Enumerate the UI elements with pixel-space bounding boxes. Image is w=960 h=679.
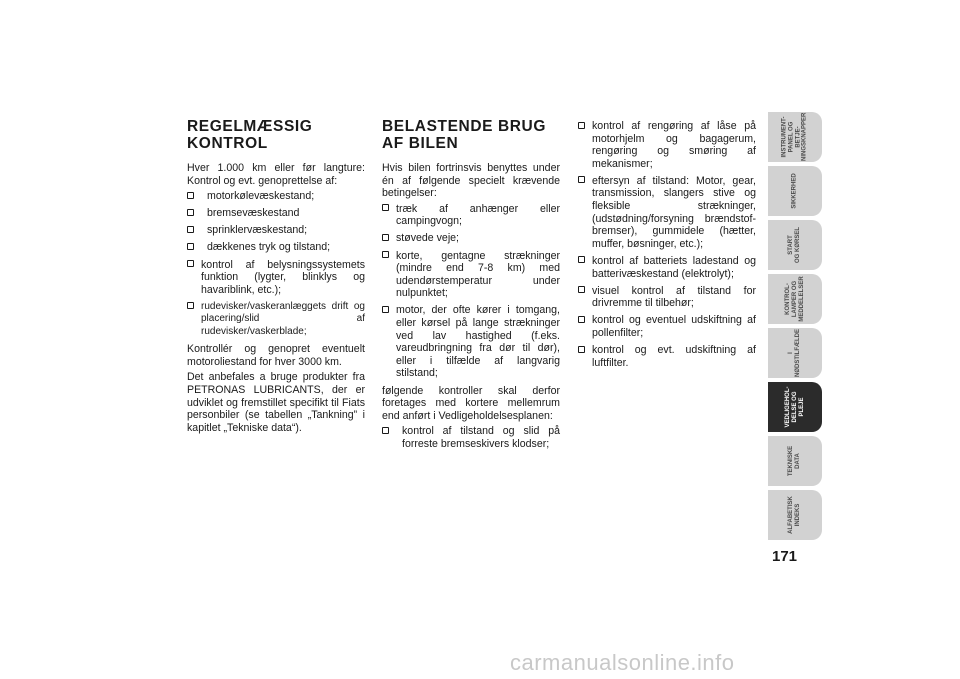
list-item: kontrol af batteriets ladestand og batterivæskestand (elektrolyt);	[578, 255, 756, 280]
checkbox-bullet-icon	[187, 226, 194, 233]
checkbox-bullet-icon	[187, 260, 194, 267]
checklist	[382, 203, 560, 380]
checkbox-bullet-icon	[382, 204, 389, 211]
checkbox-bullet-icon	[382, 306, 389, 313]
paragraph: Det anbefales a bruge produkter fra PETRONAS LUBRICANTS, der er udviklet og fremstillet specifikt til Fiats personbiler (se tabellen „Tankning” i kapitlet „Tekniske data“).	[187, 371, 365, 434]
list-item: dækkenes tryk og tilstand;	[187, 241, 365, 254]
list-item: korte, gentagne strækninger (mindre end 7-8 km) med udendørstemperatur under nulpunktet;	[382, 250, 560, 300]
tab-start-driving[interactable]: START OG KØRSEL	[768, 220, 822, 270]
list-item: visuel kontrol af tilstand for drivremme til tilbehør;	[578, 285, 756, 310]
checkbox-bullet-icon	[187, 243, 194, 250]
checkbox-bullet-icon	[578, 286, 585, 293]
list-item: eftersyn af tilstand: Motor, gear, transmission, slangers stive og fleksible strækninger, (udstødning/forsyning brændstof-bremser), gummidele (hætter, muffer, bøsninger, etc.);	[578, 175, 756, 251]
list-item: støvede veje;	[382, 232, 560, 245]
list-item: motorkølevæskestand;	[187, 190, 365, 203]
checkbox-bullet-icon	[578, 256, 585, 263]
list-item: rudevisker/vaskeranlæggets drift og placering/slid af rudevisker/vaskerblade;	[187, 301, 365, 339]
list-item: sprinklervæskestand;	[187, 224, 365, 237]
checkbox-bullet-icon	[382, 427, 389, 434]
checkbox-bullet-icon	[578, 176, 585, 183]
checkbox-bullet-icon	[187, 209, 194, 216]
tab-instrument-panel[interactable]: INSTRUMENT- PANEL OG BETJE- NINGSKNAPPER	[768, 112, 822, 162]
list-item: kontrol af tilstand og slid på forreste bremseskivers klodser;	[382, 425, 560, 450]
list-item: kontrol og evt. udskiftning af luftfilter.	[578, 344, 756, 369]
checkbox-bullet-icon	[382, 251, 389, 258]
page-number: 171	[772, 548, 798, 565]
paragraph: følgende kontroller skal derfor foretages med kortere mellemrum end anført i Vedligeholdelsesplanen:	[382, 384, 560, 422]
list-item: kontrol af rengøring af låse på motorhjelm og bagagerum, rengøring og smøring af mekanismer;	[578, 120, 756, 170]
tab-safety[interactable]: SIKKERHED	[768, 166, 822, 216]
checklist	[578, 120, 756, 369]
section-title-regular-check: REGELMÆSSIG KONTROL	[187, 118, 313, 152]
tab-index[interactable]: ALFABETISK INDEKS	[768, 490, 822, 540]
checkbox-bullet-icon	[578, 316, 585, 323]
tab-emergency[interactable]: I NØDSTILFÆLDE	[768, 328, 822, 378]
checkbox-bullet-icon	[578, 346, 585, 353]
checklist	[187, 259, 365, 339]
section-title-heavy-use: BELASTENDE BRUG AF BILEN	[382, 118, 547, 152]
tab-maintenance[interactable]: VEDLIGEHOL- DELSE OG PLEJE	[768, 382, 822, 432]
intro-text: Hver 1.000 km eller før langture: Kontrol og evt. genoprettelse af:	[187, 162, 365, 187]
checkbox-bullet-icon	[187, 192, 194, 199]
column-heavy-use-continued	[578, 120, 756, 374]
checkbox-bullet-icon	[578, 122, 585, 129]
list-item: bremsevæskestand	[187, 207, 365, 220]
column-heavy-use	[382, 118, 560, 455]
list-item: kontrol af belysningssystemets funktion (lygter, blinklys og havariblink, etc.);	[187, 259, 365, 297]
checklist	[382, 425, 560, 450]
list-item: kontrol og eventuel udskiftning af pollenfilter;	[578, 314, 756, 339]
watermark: carmanualsonline.info	[510, 650, 735, 675]
column-regular-check	[187, 118, 365, 437]
paragraph: Kontrollér og genopret eventuelt motoroliestand for hver 3000 km.	[187, 343, 365, 368]
checkbox-bullet-icon	[187, 302, 194, 309]
checklist	[187, 190, 365, 254]
chapter-tabs	[768, 112, 822, 544]
checkbox-bullet-icon	[382, 234, 389, 241]
tab-warning-lights[interactable]: KONTROL- LAMPER OG MEDDELELSER	[768, 274, 822, 324]
intro-text: Hvis bilen fortrinsvis benyttes under én af følgende specielt krævende betingelser:	[382, 162, 560, 200]
list-item: motor, der ofte kører i tomgang, eller kørsel på lange strækninger ved lav hastighed (f.eks. vareudbringning fra dør til dør), eller i tilfælde af langvarig stilstand;	[382, 304, 560, 380]
tab-technical-data[interactable]: TEKNISKE DATA	[768, 436, 822, 486]
list-item: træk af anhænger eller campingvogn;	[382, 203, 560, 228]
